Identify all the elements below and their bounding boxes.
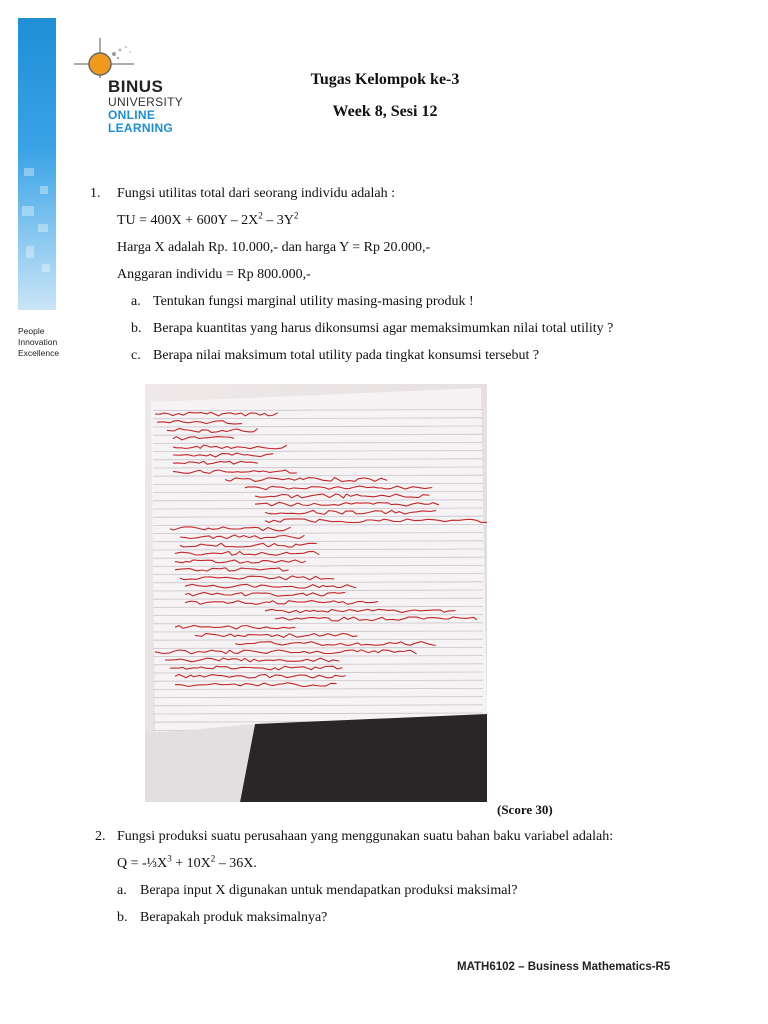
q2-item-b: Berapakah produk maksimalnya? [140,910,328,925]
q2-equation: $Q = -\frac{1}{3}X^3 + 10X^2 - 36X$. [117,853,257,871]
tagline [18,326,59,359]
binus-logo [74,38,194,142]
handwritten-notes-image [145,384,487,802]
q2-intro: Fungsi produksi suatu perusahaan yang menggunakan suatu bahan baku variabel adalah: [117,829,614,844]
tagline-innovation: Innovation [18,337,58,347]
q2-item-b-marker: b. [117,910,128,925]
q1-item-c: Berapa nilai maksimum total utility pada tingkat konsumsi tersebut ? [153,348,540,363]
tagline-excellence: Excellence [18,348,60,358]
page-subtitle: Week 8, Sesi 12 [332,103,438,120]
tagline-people: People [18,326,45,336]
q1-item-a: Tentukan fungsi marginal utility masing-masing produk ! [153,294,474,309]
q1-number: 1. [90,186,101,201]
q2-number: 2. [95,829,106,844]
page-title: Tugas Kelompok ke-3 [310,71,460,88]
logo-university: UNIVERSITY [108,95,184,109]
q2-item-a: Berapa input X digunakan untuk mendapatkan produksi maksimal? [140,883,518,898]
q1-item-b-marker: b. [131,321,142,336]
side-stripe-decoration [18,18,56,310]
q1-item-c-marker: c. [131,348,141,363]
q1-score: (Score 30) [497,802,553,817]
logo-online: ONLINE [108,108,156,122]
logo-binus: BINUS [108,77,164,96]
q1-item-b: Berapa kuantitas yang harus dikonsumsi agar memaksimumkan nilai total utility ? [153,321,614,336]
handwritten-answer-photo [145,384,487,802]
q1-prices: Harga X adalah Rp. 10.000,- dan harga Y = Rp 20.000,- [117,240,431,255]
q1-tu-equation: TU = $400X + 600Y - 2X^2 - 3Y^2$ [117,210,299,228]
q2-item-a-marker: a. [117,883,127,898]
q1-intro: Fungsi utilitas total dari seorang individu adalah : [117,186,396,201]
logo-learning: LEARNING [108,121,174,135]
footer-course: MATH6102 – Business Mathematics-R5 [457,961,671,973]
q1-budget: Anggaran individu = Rp 800.000,- [117,267,311,282]
q1-item-a-marker: a. [131,294,141,309]
